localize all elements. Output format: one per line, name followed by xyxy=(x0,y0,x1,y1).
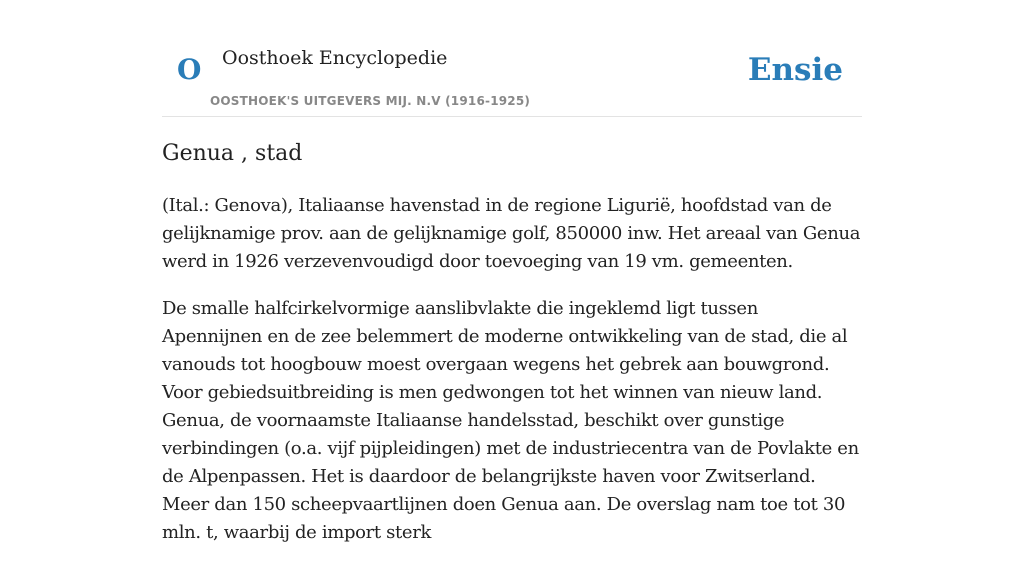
entry-body xyxy=(162,192,862,566)
entry-paragraph: (Ital.: Genova), Italiaanse havenstad in de regione Ligurië, hoofdstad van de gelijknamige prov. aan de gelijknamige golf, 850000 inw. Het areaal van Genua werd in 1926 verzevenvoudigd door toevoeging van 19 vm. gemeenten. xyxy=(162,195,861,272)
entry-title: Genua , stad xyxy=(162,141,303,166)
entry-paragraph: De smalle halfcirkelvormige aanslibvlakte die ingeklemd ligt tussen Apennijnen en de zee belemmert de moderne ontwikkeling van de stad, die al vanouds tot hoogbouw moest overgaan wegens het gebrek aan bouwgrond. Voor gebiedsuitbreiding is men gedwongen tot het winnen van nieuw land. Genua, de voornaamste Italiaanse handelsstad, beschikt over gunstige verbindingen (o.a. vijf pijpleidingen) met de industriecentra van de Povlakte en de Alpenpassen. Het is daardoor de belangrijkste haven voor Zwitserland. Meer dan 150 scheepvaartlijnen doen Genua aan. De overslag nam toe tot 30 mln. t, waarbij de import sterk xyxy=(162,298,859,543)
publisher-line: OOSTHOEK'S UITGEVERS MIJ. N.V (1916-1925) xyxy=(210,94,531,108)
ensie-logo-link[interactable]: Ensie xyxy=(747,52,843,88)
site-header xyxy=(162,0,862,117)
oosthoek-logo[interactable]: O xyxy=(177,53,202,86)
site-title-link[interactable]: Oosthoek Encyclopedie xyxy=(222,47,448,69)
article-page xyxy=(162,0,862,543)
